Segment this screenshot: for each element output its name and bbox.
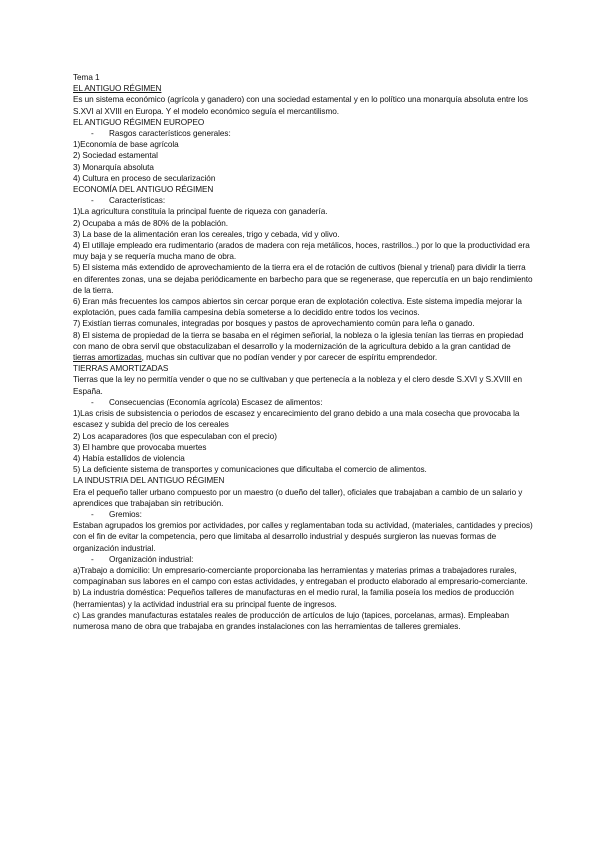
heading-antiguo-regimen-europeo: EL ANTIGUO RÉGIMEN EUROPEO <box>73 117 205 127</box>
list-item: 8) El sistema de propiedad de la tierra se basaba en el régimen señorial, la nobleza o la iglesia tenían las tierras en propiedad con mano de obra servil que obstaculizaban el desarrollo y la modernización de la agricultura debido a la gran cantidad de tierras amortizadas, muchas sin cultivar que no podían vender y por carecer de espíritu emprendedor. <box>73 330 524 363</box>
list-item: 2) Los acaparadores (los que especulaban con el precio) <box>73 431 277 441</box>
bullet-consecuencias: - Consecuencias (Economía agrícola) Escasez de alimentos: <box>91 397 323 407</box>
list-item: 3) La base de la alimentación eran los cereales, trigo y cebada, vid y olivo. <box>73 229 340 239</box>
paragraph-definicion: Es un sistema económico (agrícola y ganadero) con una sociedad estamental y en lo político una monarquía absoluta entre los S.XVI al XVIII en Europa. Y el modelo económico seguía el mercantilismo. <box>73 95 528 116</box>
list-item: 1)Las crisis de subsistencia o periodos de escasez y encarecimiento del grano debido a una mala cosecha que provocaba la escasez y subida del precio de los cereales <box>73 409 520 430</box>
list-item: b) La industria doméstica: Pequeños talleres de manufacturas en el medio rural, la familia poseía los medios de producción (herramientas) y la actividad industrial era su principal fuente de ingresos. <box>73 588 514 609</box>
list-item: 4) Cultura en proceso de secularización <box>73 173 216 183</box>
heading-industria: LA INDUSTRIA DEL ANTIGUO RÉGIMEN <box>73 476 225 486</box>
list-item: 2) Sociedad estamental <box>73 151 158 161</box>
bullet-organizacion: - Organización industrial: <box>91 554 194 564</box>
list-item: 1)La agricultura constituía la principal fuente de riqueza con ganadería. <box>73 207 328 217</box>
list-item: 4) El utillaje empleado era rudimentario (arados de madera con reja metálicos, hoces, rastrillos..) por lo que la productividad era muy baja y se requería mucha mano de obra. <box>73 241 530 262</box>
list-item: c) Las grandes manufacturas estatales reales de producción de artículos de lujo (tapices, porcelanas, armas). Empleaban numerosa mano de obra que trabajaba en grandes instalaciones con las herramientas de talleres gremiales. <box>73 610 509 631</box>
list-item: 1)Economía de base agrícola <box>73 140 179 150</box>
list-item: 5) El sistema más extendido de aprovechamiento de la tierra era el de rotación de cultivos (bienal y trienal) para dividir la tierra en diferentes zonas, una se dejaba periódicamente en barbecho para que se regenerase, que repercutía en un bajo rendimiento de la tierra. <box>73 263 533 295</box>
list-item: 3) Monarquía absoluta <box>73 162 154 172</box>
heading-economia: ECONOMÍA DEL ANTIGUO RÉGIMEN <box>73 185 214 195</box>
list-item: 3) El hambre que provocaba muertes <box>73 442 207 452</box>
list-item: 4) Había estallidos de violencia <box>73 453 185 463</box>
list-item: 7) Existían tierras comunales, integradas por bosques y pastos de aprovechamiento común para leña o ganado. <box>73 319 475 329</box>
paragraph-tierras: Tierras que la ley no permitía vender o que no se cultivaban y que pertenecía a la nobleza y el clero desde S.XVI y S.XVIII en España. <box>73 375 522 396</box>
list-item: 6) Eran más frecuentes los campos abiertos sin cercar porque eran de explotación colectiva. Este sistema impedía mejorar la explotación, pues cada familia campesina debía someterse a lo decidido entre todos los vecinos. <box>73 297 522 318</box>
document-page <box>73 72 533 632</box>
bullet-caracteristicas: - Características: <box>91 196 166 206</box>
paragraph-taller: Era el pequeño taller urbano compuesto por un maestro (o dueño del taller), oficiales que trabajaban a cambio de un salario y aprendices que trabajaban sin retribución. <box>73 487 523 508</box>
paragraph-gremios: Estaban agrupados los gremios por actividades, por calles y reglamentaban toda su actividad, (materiales, cantidades y precios) con el fin de evitar la competencia, pero que limitaba al desarrollo industrial y después surgieron las nuevas formas de organización industrial. <box>73 521 533 553</box>
bullet-rasgos: - Rasgos característicos generales: <box>91 129 231 139</box>
list-item: a)Trabajo a domicilio: Un empresario-comerciante proporcionaba las herramientas y materias primas a trabajadores rurales, compaginaban sus labores en el campo con estas actividades, y entregaban el producto elaborado al empresario-comerciante. <box>73 565 528 587</box>
list-item: 2) Ocupaba a más de 80% de la población. <box>73 218 229 228</box>
list-item: 5) La deficiente sistema de transportes y comunicaciones que dificultaba el comercio de alimentos. <box>73 465 427 475</box>
heading-antiguo-regimen: EL ANTIGUO RÉGIMEN <box>73 84 162 94</box>
bullet-gremios: - Gremios: <box>91 509 142 519</box>
tierras-amortizadas-link[interactable]: tierras amortizadas <box>73 353 142 363</box>
tema-label: Tema 1 <box>73 73 100 82</box>
heading-tierras-amortizadas: TIERRAS AMORTIZADAS <box>73 364 169 374</box>
